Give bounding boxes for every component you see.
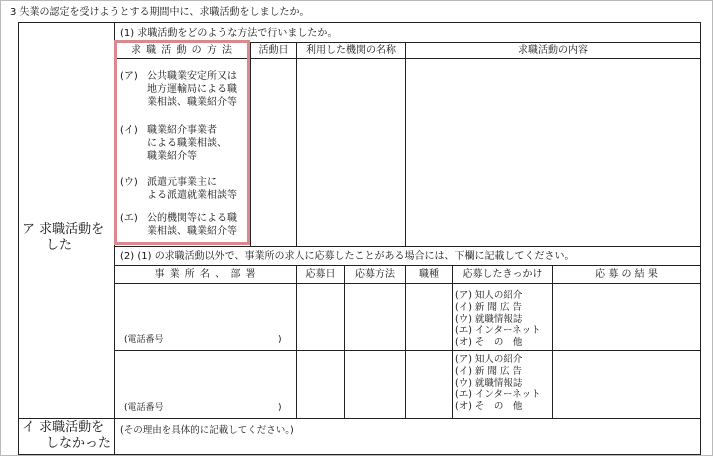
q2-col-div-3 — [405, 265, 406, 418]
trigger-options-1: (ア) 知人の紹介 (イ) 新 聞 広 告 (ウ) 就職情報誌 (エ) インターネット (オ) そ の 他 — [455, 290, 541, 349]
section-b-top — [18, 418, 701, 419]
table-left-border — [18, 22, 19, 454]
q2-header-date: 応募日 — [305, 269, 336, 280]
q1-col-div-1 — [250, 42, 251, 246]
method-e: (エ) 公的機関等による職 業相談、職業紹介等 — [120, 213, 237, 237]
q1-header-agency: 利用した機関の名称 — [306, 45, 396, 56]
q2-top — [114, 246, 701, 247]
q2-col-div-4 — [452, 265, 453, 418]
q2-header-job: 職種 — [419, 269, 439, 280]
question-2: (2) (1) の求職活動以外で、事業所の求人に応募したことがある場合には、下欄に記載してください。 — [120, 251, 575, 262]
section-b-label: イ 求職活動を しなかった — [22, 420, 112, 451]
phone-close-1: ) — [278, 335, 282, 345]
method-highlight-box — [114, 40, 250, 245]
q1-col-div-3 — [405, 42, 406, 246]
q2-header-result: 応 募 の 結 果 — [595, 269, 658, 280]
table-bottom-border — [18, 454, 701, 455]
table-top-border — [18, 22, 701, 23]
q1-header-method: 求 職 活 動 の 方 法 — [130, 45, 234, 56]
q2-header-company: 事 業 所 名 、 部 署 — [154, 269, 257, 280]
q2-header-top — [114, 265, 701, 266]
q2-col-div-1 — [296, 265, 297, 418]
q2-row-divider — [114, 350, 701, 351]
q1-col-div-2 — [296, 42, 297, 246]
section-title: 3 失業の認定を受けようとする期間中に、求職活動をしましたか。 — [10, 7, 310, 18]
phone-close-2: ) — [278, 403, 282, 413]
method-u: (ウ) 派遣元事業主に よる派遣就業相談等 — [120, 177, 237, 201]
section-b-note: (その理由を具体的に記載してください。) — [120, 425, 294, 436]
q2-header-bottom — [114, 283, 701, 284]
question-1: (1) 求職活動をどのような方法で行いましたか。 — [120, 28, 338, 39]
method-i: (イ) 職業紹介事業者 による職業相談、 職業紹介等 — [120, 125, 227, 162]
section-a-label: ア 求職活動を した — [22, 222, 105, 253]
phone-label-2: (電話番号 — [124, 403, 164, 413]
q2-header-method: 応募方法 — [355, 269, 395, 280]
q1-header-content: 求職活動の内容 — [518, 45, 588, 56]
method-a: (ア) 公共職業安定所又は 地方運輸局による職 業相談、職業紹介等 — [120, 71, 237, 108]
q2-header-trigger: 応募したきっかけ — [462, 269, 543, 280]
trigger-options-2: (ア) 知人の紹介 (イ) 新 聞 広 告 (ウ) 就職情報誌 (エ) インターネット (オ) そ の 他 — [455, 354, 541, 413]
table-right-border — [700, 22, 701, 454]
q2-col-div-2 — [344, 265, 345, 418]
phone-label-1: (電話番号 — [124, 335, 164, 345]
q1-header-date: 活動日 — [258, 45, 289, 56]
